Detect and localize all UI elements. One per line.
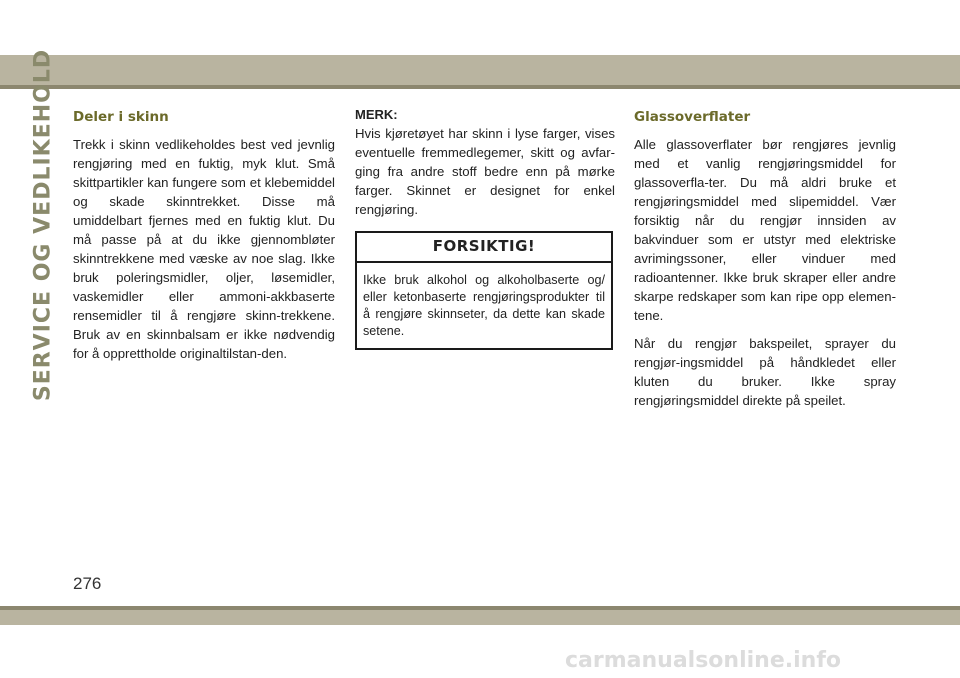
leather-heading: Deler i skinn [73, 109, 169, 125]
note-text: Hvis kjøretøyet har skinn i lyse farger, vises eventuelle fremmedlegemer, skitt og avfar-ging fra andre stoff bedre enn på mørke farger. Skinnet er designet for enkel rengjøring. [355, 126, 615, 217]
glass-paragraph-2: Når du rengjør bakspeilet, sprayer du rengjør-ingsmiddel på håndkledet eller kluten du bruker. Ikke spray rengjøringsmiddel direkte på speilet. [634, 336, 896, 408]
leather-paragraph: Trekk i skinn vedlikeholdes best ved jevnlig rengjøring med en fuktig, myk klut. Små skittpartikler kan fungere som et klebemiddel og skade skinntrekket. Disse må umiddelbart fjernes med en fuktig klut. Du må passe på at du ikke gjennombløter skinntrekkene med væske av noe slag. Ikke bruk poleringsmidler, oljer, løsemidler, vaskemidler eller ammoni-akkbaserte rensemidler til å rengjøre skinn-trekkene. Bruk av en skinnbalsam er ikke nødvendig for å opprettholde originaltilstan-den. [73, 137, 335, 361]
bottom-band [0, 610, 960, 625]
caution-title: FORSIKTIG! [357, 233, 611, 263]
top-band-line [0, 85, 960, 89]
side-tab [26, 48, 60, 402]
caution-box [355, 231, 613, 350]
side-tab-label: SERVICE OG VEDLIKEHOLD [30, 48, 56, 402]
watermark: carmanualsonline.info [565, 648, 841, 673]
glass-heading: Glassoverflater [634, 109, 751, 125]
page-number: 276 [73, 574, 102, 593]
column-note [355, 106, 615, 350]
caution-text: Ikke bruk alkohol og alkoholbaserte og/ eller ketonbaserte rengjøringsprodukter til å rengjøre skinnseter, da dette kan skade setene. [363, 273, 605, 338]
top-band [0, 55, 960, 85]
column-leather [73, 106, 335, 372]
note-label: MERK: [355, 107, 398, 122]
column-glass [634, 106, 896, 419]
glass-paragraph-1: Alle glassoverflater bør rengjøres jevnlig med et vanlig rengjøringsmiddel for glassoverfla-ter. Du må aldri bruke et rengjøringsmiddel med slipemiddel. Vær forsiktig når du rengjør innsiden av bakvinduer som er utstyr med elektriske avrimingssoner, eller vinduer med radioantenner. Ikke bruk skraper eller andre skarpe redskaper som kan ripe opp elemen-tene. [634, 137, 896, 323]
